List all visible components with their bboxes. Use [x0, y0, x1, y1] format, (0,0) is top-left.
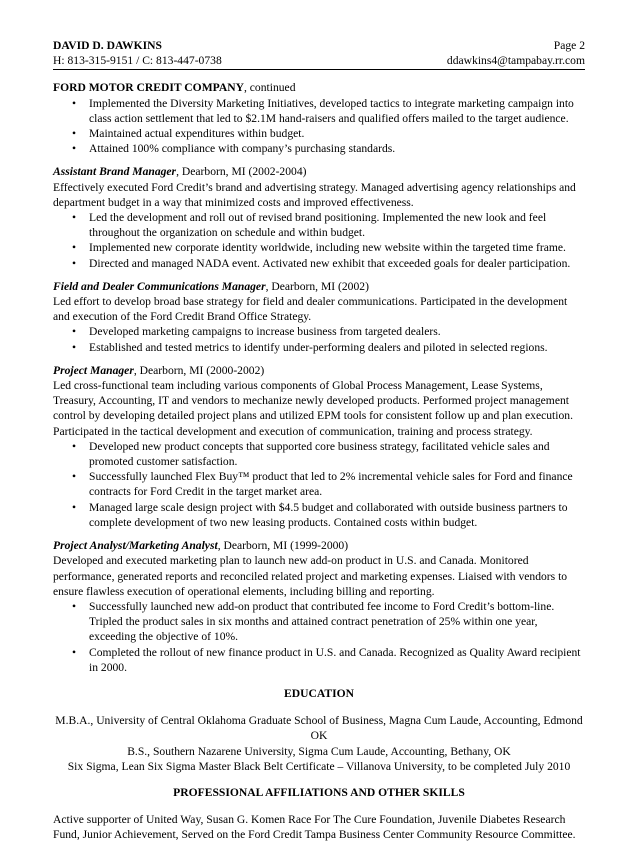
email-address: ddawkins4@tampabay.rr.com [446, 54, 585, 68]
employer-bullets [53, 96, 585, 157]
education-heading: EDUCATION [284, 686, 354, 700]
list-item: • Completed the rollout of new finance product in U.S. and Canada. Recognized as Quality Award recipient in 2000. [89, 645, 585, 675]
company-continued: , continued [243, 81, 296, 95]
job-title: Field and Dealer Communications Manager [53, 279, 266, 293]
phone-numbers: H: 813-315-9151 / C: 813-447-0738 [53, 54, 222, 68]
job-summary: Developed and executed marketing plan to launch new add-on product in U.S. and Canada. Monitored performance, generated reports and reconciled related project and marketing expenses. Liaised with vendors to ensure flawless execution of operational elements, including billing and reporting. [53, 554, 568, 598]
list-item: • Developed new product concepts that supported core business strategy, facilitated vehicle sales and promoted customer satisfaction. [89, 439, 585, 469]
position-project-manager [53, 363, 585, 530]
affiliations-heading: PROFESSIONAL AFFILIATIONS AND OTHER SKILLS [173, 785, 465, 799]
list-item: • Successfully launched new add-on product that contributed fee income to Ford Credit’s bottom-line. Tripled the product sales in six months and attained contract penetration of 25% within one year, exceeding the objective of 10%. [89, 599, 585, 645]
job-summary: Effectively executed Ford Credit’s brand and advertising strategy. Managed advertising agency relationships and department budget in a way that minimized costs and improved effectiveness. [53, 180, 576, 209]
position-field-dealer-communications-manager [53, 279, 585, 355]
list-item: • Managed large scale design project with $4.5 budget and collaborated with outside business partners to complete development of two new leasing products. Contained costs within budget. [89, 500, 585, 530]
job-bullets [53, 599, 585, 675]
job-location: , Dearborn, MI (2000-2002) [133, 363, 265, 377]
position-heading [53, 538, 585, 553]
position-heading [53, 363, 585, 378]
page-number: Page 2 [553, 39, 585, 52]
list-item: • Successfully launched Flex Buy™ product that led to 2% incremental vehicle sales for Ford and finance contracts for Ford Credit in the target market area. [89, 469, 585, 499]
page-header [53, 38, 585, 70]
position-heading [53, 279, 585, 294]
job-bullets [53, 210, 585, 271]
resume-page [53, 38, 585, 843]
employer-section [53, 80, 585, 156]
position-project-analyst [53, 538, 585, 675]
list-item: • Implemented new corporate identity worldwide, including new website within the targeted time frame. [89, 240, 585, 255]
job-bullets [53, 324, 585, 354]
job-title: Project Analyst/Marketing Analyst [53, 539, 218, 553]
candidate-name: DAVID D. DAWKINS [53, 39, 162, 52]
job-location: , Dearborn, MI (2002) [265, 279, 369, 293]
position-assistant-brand-manager [53, 164, 585, 270]
list-item: • Attained 100% compliance with company’s purchasing standards. [89, 141, 585, 156]
education-entry: B.S., Southern Nazarene University, Sigma Cum Laude, Accounting, Bethany, OK [127, 744, 511, 758]
list-item: • Developed marketing campaigns to increase business from targeted dealers. [89, 324, 585, 339]
job-title: Project Manager [53, 363, 134, 377]
list-item: • Implemented the Diversity Marketing Initiatives, developed tactics to integrate marketing campaign into class action settlement that led to $2.1M hand-raisers and qualified offers mailed to the target audience. [89, 96, 585, 126]
job-bullets [53, 439, 585, 530]
job-title: Assistant Brand Manager [53, 165, 177, 179]
list-item: • Established and tested metrics to identify under-performing dealers and piloted in selected regions. [89, 340, 585, 355]
education-section [53, 713, 585, 774]
company-name: FORD MOTOR CREDIT COMPANY [53, 81, 244, 95]
position-heading [53, 164, 585, 179]
education-entry: M.B.A., University of Central Oklahoma Graduate School of Business, Magna Cum Laude, Accounting, Edmond OK [55, 714, 583, 743]
affiliations-text: Active supporter of United Way, Susan G. Komen Race For The Cure Foundation, Juvenile Diabetes Research Fund, Junior Achievement, Served on the Ford Credit Tampa Business Center Community Resource Committee. [53, 813, 576, 842]
job-summary: Led cross-functional team including various components of Global Process Management, Lease Systems, Treasury, Accounting, IT and vendors to mechanize newly developed products. Performed project management control by developing detailed project plans and utilized EPM tools for consistent follow up and plan execution. Participated in the tactical development and execution of communication, training and process strategy. [53, 379, 573, 438]
employer-heading [53, 80, 585, 95]
affiliations-section [53, 812, 585, 842]
job-summary: Led effort to develop broad base strategy for field and dealer communications. Participated in the development and execution of the Ford Credit Brand Office Strategy. [53, 295, 568, 324]
education-entry: Six Sigma, Lean Six Sigma Master Black Belt Certificate – Villanova University, to be completed July 2010 [67, 759, 571, 773]
list-item: • Directed and managed NADA event. Activated new exhibit that exceeded goals for dealer participation. [89, 256, 585, 271]
job-location: , Dearborn, MI (1999-2000) [217, 539, 349, 553]
list-item: • Maintained actual expenditures within budget. [89, 126, 585, 141]
job-location: , Dearborn, MI (2002-2004) [176, 165, 307, 179]
list-item: • Led the development and roll out of revised brand positioning. Implemented the new look and feel throughout the organization on schedule and within budget. [89, 210, 585, 240]
